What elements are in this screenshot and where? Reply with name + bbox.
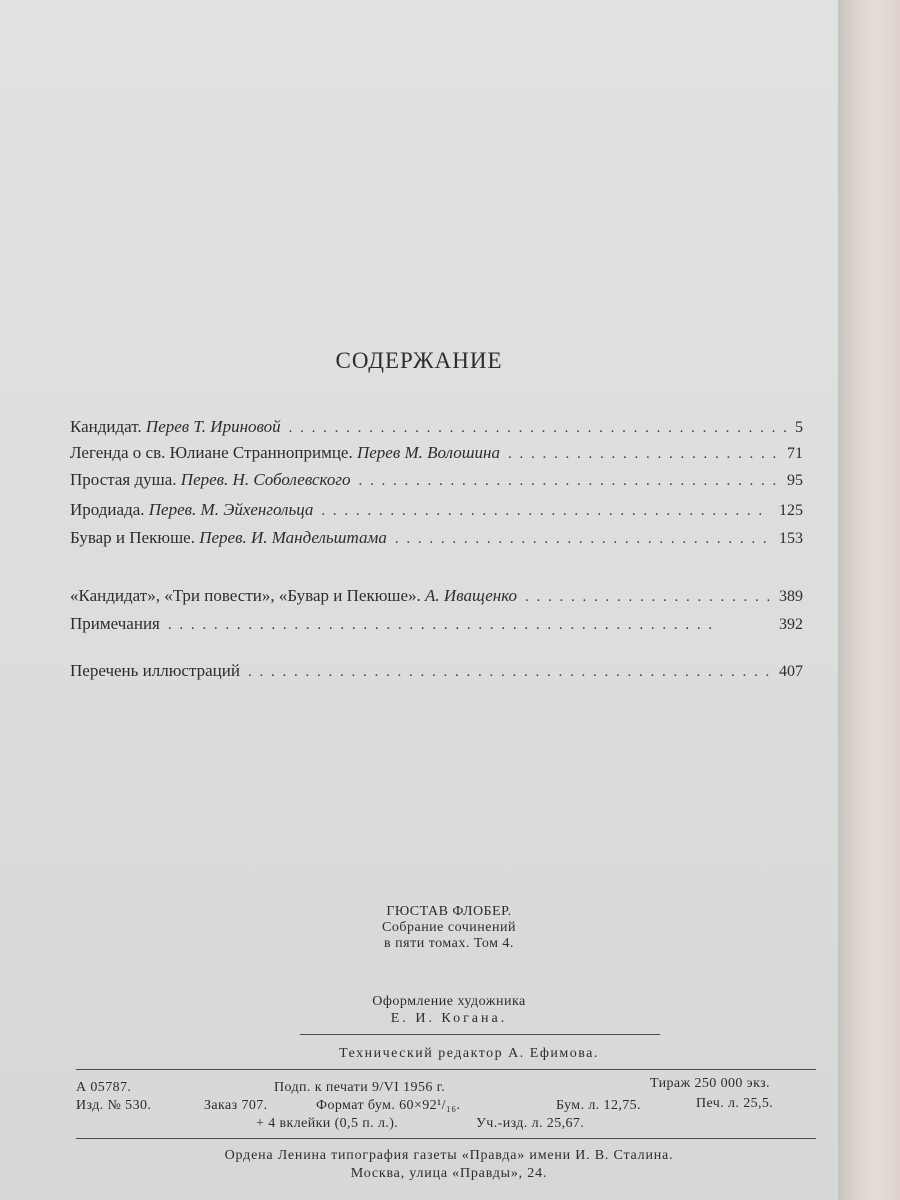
colophon-design-label: Оформление художника: [372, 994, 526, 1009]
toc-entry-title: Кандидат.: [70, 417, 142, 436]
toc-entry-page: 153: [779, 530, 803, 547]
toc-entry-3: [70, 470, 803, 496]
dot-leader: [525, 589, 771, 606]
toc-entry-title: Перечень иллюстраций: [70, 661, 240, 680]
imprint-izd: Изд. № 530.: [76, 1098, 152, 1113]
dot-leader: [321, 503, 771, 520]
toc-entry-translator: Перев. Н. Соболевского: [180, 470, 351, 489]
imprint-format: Формат бум. 60×92¹/₁₆.: [316, 1098, 461, 1113]
toc-entry-translator: А. Иващенко: [425, 586, 518, 605]
dot-leader: [358, 473, 779, 490]
toc-extra-1: [70, 586, 803, 612]
imprint-print-sheets: Печ. л. 25,5.: [696, 1096, 774, 1111]
toc-entry-5: [70, 528, 803, 554]
toc-entry-title: Легенда о св. Юлиане Страннопримце.: [70, 443, 353, 462]
toc-entry-page: 71: [787, 445, 803, 462]
imprint-pub-sheets: Уч.-изд. л. 25,67.: [476, 1116, 585, 1131]
dot-leader: [395, 531, 771, 548]
colophon-work-line2: в пяти томах. Том 4.: [384, 936, 514, 951]
page-edge: [838, 0, 900, 1200]
toc-entry-page: 125: [779, 502, 803, 519]
toc-entry-translator: Перев Т. Ириновой: [145, 417, 281, 436]
dot-leader: [168, 617, 771, 634]
colophon-designer: Е. И. Когана.: [390, 1011, 508, 1026]
imprint-row-3: [76, 1116, 816, 1134]
toc-entry-title: Примечания: [70, 614, 160, 633]
toc-entry-2: [70, 443, 803, 469]
colophon-tech-editor: Технический редактор А. Ефимова.: [339, 1046, 599, 1061]
toc-entry-title: «Кандидат», «Три повести», «Бувар и Пекюше».: [70, 586, 421, 605]
imprint-code: А 05787.: [76, 1080, 132, 1095]
imprint-print-run: Тираж 250 000 экз.: [650, 1076, 770, 1091]
toc-extra-3: [70, 661, 803, 687]
toc-entry-title: Простая душа.: [70, 470, 177, 489]
imprint-signed: Подп. к печати 9/VI 1956 г.: [274, 1080, 446, 1095]
toc-entry-translator: Перев М. Волошина: [356, 443, 500, 462]
toc-entry-title: Бувар и Пекюше.: [70, 528, 195, 547]
colophon-author: ГЮСТАВ ФЛОБЕР.: [386, 904, 512, 919]
toc-entry-translator: Перев. М. Эйхенгольца: [148, 500, 314, 519]
dot-leader: [289, 420, 787, 437]
toc-extra-2: [70, 614, 803, 640]
toc-entry-translator: Перев. И. Мандельштама: [199, 528, 387, 547]
printer-line1: Ордена Ленина типография газеты «Правда» имени И. В. Сталина.: [224, 1148, 674, 1163]
imprint-paper-sheets: Бум. л. 12,75.: [556, 1098, 641, 1113]
imprint-order: Заказ 707.: [204, 1098, 268, 1113]
toc-entry-1: [70, 417, 803, 443]
divider-rule-bottom: [76, 1138, 816, 1139]
divider-rule-full: [76, 1069, 816, 1070]
imprint-row-2: [76, 1098, 816, 1116]
dot-leader: [508, 446, 779, 463]
toc-entry-page: 392: [779, 616, 803, 633]
imprint-inserts: + 4 вклейки (0,5 п. л.).: [256, 1116, 399, 1131]
colophon-work-line1: Собрание сочинений: [382, 920, 516, 935]
toc-entry-title: Иродиада.: [70, 500, 145, 519]
toc-entry-4: [70, 500, 803, 526]
toc-entry-page: 389: [779, 588, 803, 605]
toc-entry-page: 5: [795, 419, 803, 436]
dot-leader: [248, 664, 771, 681]
printer-line2: Москва, улица «Правды», 24.: [350, 1166, 548, 1181]
divider-rule: [300, 1034, 660, 1035]
toc-entry-page: 407: [779, 663, 803, 680]
toc-title: СОДЕРЖАНИЕ: [335, 348, 503, 373]
toc-entry-page: 95: [787, 472, 803, 489]
